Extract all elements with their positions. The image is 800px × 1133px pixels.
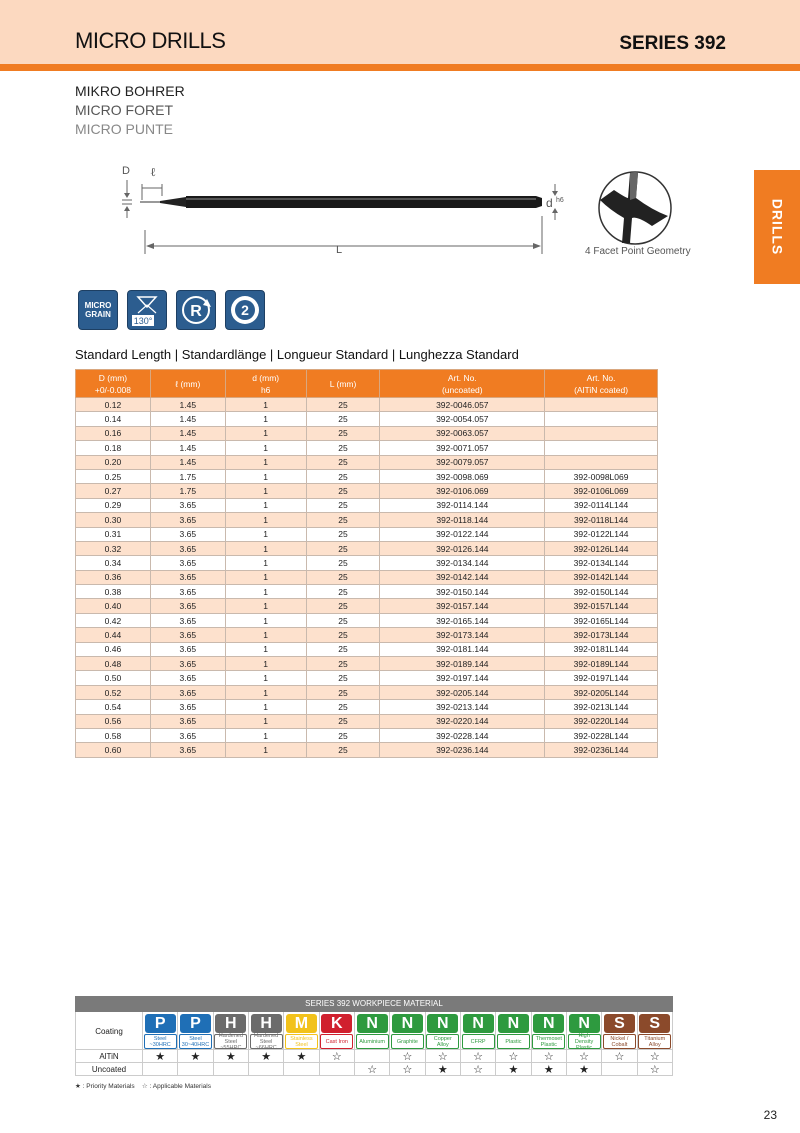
table-cell: 3.65 bbox=[150, 585, 225, 599]
table-cell: 1 bbox=[225, 642, 306, 656]
table-cell: 392-0114.144 bbox=[380, 498, 545, 512]
table-cell: 25 bbox=[306, 441, 380, 455]
table-cell: 392-0205.144 bbox=[380, 685, 545, 699]
table-cell: 392-0098.069 bbox=[380, 469, 545, 483]
table-cell: 1 bbox=[225, 570, 306, 584]
label-l: ℓ bbox=[150, 165, 156, 179]
table-cell: 392-0205L144 bbox=[545, 685, 658, 699]
table-cell: 0.31 bbox=[76, 527, 151, 541]
table-cell: 25 bbox=[306, 671, 380, 685]
table-cell: 3.65 bbox=[150, 642, 225, 656]
table-cell: 0.36 bbox=[76, 570, 151, 584]
applicable-star-icon: ☆ bbox=[638, 1050, 673, 1063]
table-cell: 25 bbox=[306, 455, 380, 469]
table-header-cell: D (mm) +0/-0.008 bbox=[76, 370, 151, 398]
table-cell: 1 bbox=[225, 613, 306, 627]
material-cell bbox=[602, 1012, 637, 1050]
table-cell: 1 bbox=[225, 556, 306, 570]
table-cell bbox=[545, 426, 658, 440]
feature-icons bbox=[78, 290, 265, 330]
table-cell: 1 bbox=[225, 700, 306, 714]
material-cell bbox=[638, 1012, 673, 1050]
table-cell: 392-0106.069 bbox=[380, 484, 545, 498]
table-cell: 392-0142L144 bbox=[545, 570, 658, 584]
label-d: d bbox=[546, 196, 553, 210]
table-cell: 392-0236L144 bbox=[545, 743, 658, 757]
table-cell: 0.48 bbox=[76, 657, 151, 671]
table-cell: 25 bbox=[306, 469, 380, 483]
table-row bbox=[76, 556, 658, 570]
table-cell: 392-0126.144 bbox=[380, 541, 545, 555]
material-cell bbox=[426, 1012, 461, 1050]
empty-cell bbox=[320, 1063, 355, 1076]
empty-cell bbox=[178, 1063, 213, 1076]
material-letter: N bbox=[463, 1014, 494, 1033]
table-cell bbox=[545, 441, 658, 455]
right-hand-cut-icon bbox=[176, 290, 216, 330]
table-row bbox=[76, 484, 658, 498]
material-name: Plastic bbox=[497, 1034, 530, 1049]
point-geometry-diagram bbox=[590, 170, 680, 246]
workpiece-title: SERIES 392 WORKPIECE MATERIAL bbox=[75, 996, 673, 1012]
material-cell bbox=[567, 1012, 602, 1050]
material-name: High Density Plastic bbox=[568, 1034, 601, 1049]
table-row bbox=[76, 613, 658, 627]
priority-star-icon: ★ bbox=[284, 1050, 319, 1063]
material-letter: H bbox=[251, 1014, 282, 1033]
applicable-star-icon: ☆ bbox=[567, 1050, 602, 1063]
material-letter: N bbox=[533, 1014, 564, 1033]
table-cell: 0.18 bbox=[76, 441, 151, 455]
table-cell: 1 bbox=[225, 657, 306, 671]
material-name: Titanium Alloy bbox=[638, 1034, 671, 1049]
material-letter: P bbox=[145, 1014, 176, 1033]
angle-label: 130° bbox=[133, 316, 153, 326]
table-cell: 25 bbox=[306, 642, 380, 656]
material-letter: N bbox=[569, 1014, 600, 1033]
table-cell: 392-0054.057 bbox=[380, 412, 545, 426]
table-cell bbox=[545, 412, 658, 426]
material-cell bbox=[249, 1012, 284, 1050]
table-row bbox=[76, 585, 658, 599]
table-cell: 3.65 bbox=[150, 657, 225, 671]
material-cell bbox=[284, 1012, 319, 1050]
table-cell: 25 bbox=[306, 628, 380, 642]
table-cell: 25 bbox=[306, 714, 380, 728]
table-row bbox=[76, 469, 658, 483]
material-letter: S bbox=[639, 1014, 670, 1033]
table-cell bbox=[545, 398, 658, 412]
table-header-cell: Art. No. (AlTiN coated) bbox=[545, 370, 658, 398]
table-row bbox=[76, 455, 658, 469]
page-number: 23 bbox=[763, 1108, 777, 1122]
table-row bbox=[76, 527, 658, 541]
table-cell: 0.14 bbox=[76, 412, 151, 426]
table-cell: 3.65 bbox=[150, 743, 225, 757]
table-cell: 392-0173L144 bbox=[545, 628, 658, 642]
table-cell: 392-0071.057 bbox=[380, 441, 545, 455]
table-cell: 0.29 bbox=[76, 498, 151, 512]
table-row bbox=[76, 628, 658, 642]
applicable-star-icon: ☆ bbox=[141, 1083, 148, 1090]
table-cell: 1.75 bbox=[150, 469, 225, 483]
legend bbox=[75, 1082, 211, 1090]
material-name: Nickel / Cobalt bbox=[603, 1034, 636, 1049]
material-name: CFRP bbox=[462, 1034, 495, 1049]
table-cell: 3.65 bbox=[150, 599, 225, 613]
table-cell: 25 bbox=[306, 685, 380, 699]
table-cell: 0.46 bbox=[76, 642, 151, 656]
table-cell: 3.65 bbox=[150, 498, 225, 512]
table-cell: 392-0118L144 bbox=[545, 513, 658, 527]
table-cell: 1.45 bbox=[150, 441, 225, 455]
material-cell bbox=[461, 1012, 496, 1050]
table-row bbox=[76, 441, 658, 455]
table-header-cell: ℓ (mm) bbox=[150, 370, 225, 398]
table-cell: 0.44 bbox=[76, 628, 151, 642]
table-cell: 25 bbox=[306, 657, 380, 671]
table-cell: 0.34 bbox=[76, 556, 151, 570]
material-cell bbox=[496, 1012, 531, 1050]
table-cell: 1 bbox=[225, 513, 306, 527]
table-cell: 0.60 bbox=[76, 743, 151, 757]
table-header-row bbox=[76, 370, 658, 398]
table-cell: 25 bbox=[306, 613, 380, 627]
table-cell: 1 bbox=[225, 541, 306, 555]
table-cell: 392-0157.144 bbox=[380, 599, 545, 613]
table-cell: 392-0098L069 bbox=[545, 469, 658, 483]
material-name: Hardened Steel ~55HRC bbox=[214, 1034, 247, 1049]
table-cell: 1 bbox=[225, 671, 306, 685]
page-title: MICRO DRILLS bbox=[75, 28, 226, 53]
table-cell: 392-0165L144 bbox=[545, 613, 658, 627]
table-cell: 392-0213.144 bbox=[380, 700, 545, 714]
table-cell: 392-0189L144 bbox=[545, 657, 658, 671]
table-cell: 392-0114L144 bbox=[545, 498, 658, 512]
material-letter: N bbox=[498, 1014, 529, 1033]
table-cell: 1 bbox=[225, 728, 306, 742]
material-cell bbox=[390, 1012, 425, 1050]
table-cell: 392-0228L144 bbox=[545, 728, 658, 742]
material-letter: N bbox=[392, 1014, 423, 1033]
table-cell: 0.32 bbox=[76, 541, 151, 555]
table-cell: 0.30 bbox=[76, 513, 151, 527]
table-cell: 25 bbox=[306, 513, 380, 527]
table-cell: 392-0157L144 bbox=[545, 599, 658, 613]
table-cell: 3.65 bbox=[150, 685, 225, 699]
material-name: Stainless Steel bbox=[285, 1034, 318, 1049]
material-name: Cast Iron bbox=[320, 1034, 353, 1049]
table-cell: 392-0106L069 bbox=[545, 484, 658, 498]
table-cell: 392-0079.057 bbox=[380, 455, 545, 469]
table-header-cell: d (mm) h6 bbox=[225, 370, 306, 398]
material-letter: N bbox=[427, 1014, 458, 1033]
priority-star-icon: ★ bbox=[178, 1050, 213, 1063]
two-flute-icon bbox=[225, 290, 265, 330]
table-row bbox=[76, 570, 658, 584]
table-cell: 392-0189.144 bbox=[380, 657, 545, 671]
applicable-text: : Applicable Materials bbox=[149, 1083, 211, 1090]
table-cell: 0.27 bbox=[76, 484, 151, 498]
priority-star-icon: ★ bbox=[426, 1063, 461, 1076]
table-cell: 392-0122.144 bbox=[380, 527, 545, 541]
point-angle-icon bbox=[127, 290, 167, 330]
table-cell: 25 bbox=[306, 700, 380, 714]
table-body bbox=[76, 398, 658, 758]
material-letter: N bbox=[357, 1014, 388, 1033]
table-cell: 25 bbox=[306, 412, 380, 426]
subtitles bbox=[75, 82, 185, 139]
table-row bbox=[76, 541, 658, 555]
material-name: Steel 30~40HRC bbox=[179, 1034, 212, 1049]
material-cell bbox=[178, 1012, 213, 1050]
table-cell: 0.50 bbox=[76, 671, 151, 685]
table-cell bbox=[545, 455, 658, 469]
empty-cell bbox=[143, 1063, 178, 1076]
table-cell: 392-0181L144 bbox=[545, 642, 658, 656]
section-title: Standard Length | Standardlänge | Longueur Standard | Lunghezza Standard bbox=[75, 347, 519, 362]
material-letter: H bbox=[215, 1014, 246, 1033]
empty-cell bbox=[602, 1063, 637, 1076]
table-cell: 1 bbox=[225, 441, 306, 455]
workpiece-material-table bbox=[75, 996, 673, 1076]
table-cell: 392-0173.144 bbox=[380, 628, 545, 642]
table-row bbox=[76, 513, 658, 527]
material-name: Steel ~30HRC bbox=[144, 1034, 177, 1049]
table-cell: 1 bbox=[225, 628, 306, 642]
point-geometry-caption: 4 Facet Point Geometry bbox=[585, 246, 691, 257]
table-cell: 3.65 bbox=[150, 728, 225, 742]
table-header-cell: L (mm) bbox=[306, 370, 380, 398]
subtitle-french: MICRO FORET bbox=[75, 102, 173, 118]
priority-star-icon: ★ bbox=[567, 1063, 602, 1076]
table-cell: 1 bbox=[225, 484, 306, 498]
table-cell: 25 bbox=[306, 398, 380, 412]
applicable-star-icon: ☆ bbox=[390, 1063, 425, 1076]
table-cell: 1 bbox=[225, 743, 306, 757]
material-cell bbox=[214, 1012, 249, 1050]
table-cell: 392-0150L144 bbox=[545, 585, 658, 599]
material-letter: P bbox=[180, 1014, 211, 1033]
table-cell: 0.52 bbox=[76, 685, 151, 699]
table-cell: 25 bbox=[306, 570, 380, 584]
table-cell: 3.65 bbox=[150, 513, 225, 527]
table-cell: 392-0213L144 bbox=[545, 700, 658, 714]
applicable-star-icon: ☆ bbox=[602, 1050, 637, 1063]
table-cell: 25 bbox=[306, 556, 380, 570]
table-cell: 3.65 bbox=[150, 700, 225, 714]
row-label-uncoated: Uncoated bbox=[75, 1063, 143, 1076]
table-cell: 1 bbox=[225, 527, 306, 541]
table-cell: 3.65 bbox=[150, 714, 225, 728]
material-cell bbox=[532, 1012, 567, 1050]
table-cell: 3.65 bbox=[150, 671, 225, 685]
table-cell: 1 bbox=[225, 412, 306, 426]
table-cell: 1 bbox=[225, 685, 306, 699]
side-tab-label: DRILLS bbox=[769, 198, 785, 256]
subtitle-italian: MICRO PUNTE bbox=[75, 121, 173, 137]
material-name: Hardened Steel ~66HRC bbox=[250, 1034, 283, 1049]
table-cell: 392-0181.144 bbox=[380, 642, 545, 656]
table-cell: 25 bbox=[306, 498, 380, 512]
table-cell: 1 bbox=[225, 714, 306, 728]
drill-diagram bbox=[110, 160, 580, 260]
r-letter: R bbox=[190, 303, 202, 320]
table-cell: 1.45 bbox=[150, 412, 225, 426]
table-cell: 1.75 bbox=[150, 484, 225, 498]
priority-star-icon: ★ bbox=[214, 1050, 249, 1063]
header-accent-bar bbox=[0, 64, 800, 71]
table-cell: 392-0122L144 bbox=[545, 527, 658, 541]
table-cell: 0.58 bbox=[76, 728, 151, 742]
table-cell: 392-0134.144 bbox=[380, 556, 545, 570]
subtitle-german: MIKRO BOHRER bbox=[75, 83, 185, 99]
table-row bbox=[76, 398, 658, 412]
applicable-star-icon: ☆ bbox=[532, 1050, 567, 1063]
table-cell: 1 bbox=[225, 455, 306, 469]
series-label: SERIES 392 bbox=[619, 33, 726, 54]
table-cell: 392-0142.144 bbox=[380, 570, 545, 584]
material-cell bbox=[320, 1012, 355, 1050]
applicable-star-icon: ☆ bbox=[496, 1050, 531, 1063]
applicable-star-icon: ☆ bbox=[426, 1050, 461, 1063]
priority-star-icon: ★ bbox=[249, 1050, 284, 1063]
table-cell: 1 bbox=[225, 426, 306, 440]
priority-star-icon: ★ bbox=[75, 1083, 81, 1090]
table-cell: 25 bbox=[306, 743, 380, 757]
table-row bbox=[76, 412, 658, 426]
table-cell: 0.25 bbox=[76, 469, 151, 483]
material-letter: K bbox=[321, 1014, 352, 1033]
table-cell: 392-0220.144 bbox=[380, 714, 545, 728]
label-L: L bbox=[336, 244, 343, 256]
table-cell: 0.42 bbox=[76, 613, 151, 627]
material-name: Copper Alloy bbox=[426, 1034, 459, 1049]
applicable-star-icon: ☆ bbox=[320, 1050, 355, 1063]
table-cell: 0.20 bbox=[76, 455, 151, 469]
table-row bbox=[76, 685, 658, 699]
table-cell: 392-0150.144 bbox=[380, 585, 545, 599]
table-cell: 392-0126L144 bbox=[545, 541, 658, 555]
table-cell: 25 bbox=[306, 527, 380, 541]
table-cell: 0.56 bbox=[76, 714, 151, 728]
label-h6: h6 bbox=[556, 197, 564, 204]
empty-cell bbox=[284, 1063, 319, 1076]
material-cell bbox=[143, 1012, 178, 1050]
table-row bbox=[76, 743, 658, 757]
table-row bbox=[76, 599, 658, 613]
table-row bbox=[76, 671, 658, 685]
table-cell: 0.12 bbox=[76, 398, 151, 412]
material-cell bbox=[355, 1012, 390, 1050]
applicable-star-icon: ☆ bbox=[355, 1063, 390, 1076]
coating-label: Coating bbox=[75, 1012, 143, 1050]
table-row bbox=[76, 657, 658, 671]
table-cell: 1 bbox=[225, 585, 306, 599]
table-cell: 3.65 bbox=[150, 628, 225, 642]
table-cell: 0.54 bbox=[76, 700, 151, 714]
table-cell: 25 bbox=[306, 426, 380, 440]
applicable-star-icon: ☆ bbox=[638, 1063, 673, 1076]
table-cell: 0.40 bbox=[76, 599, 151, 613]
table-cell: 392-0197.144 bbox=[380, 671, 545, 685]
table-cell: 0.38 bbox=[76, 585, 151, 599]
table-cell: 392-0134L144 bbox=[545, 556, 658, 570]
material-name: Graphite bbox=[391, 1034, 424, 1049]
table-row bbox=[76, 426, 658, 440]
table-cell: 1.45 bbox=[150, 398, 225, 412]
table-cell: 392-0236.144 bbox=[380, 743, 545, 757]
micro-grain-icon: MICRO GRAIN bbox=[78, 290, 118, 330]
table-cell: 25 bbox=[306, 599, 380, 613]
table-cell: 25 bbox=[306, 585, 380, 599]
table-cell: 25 bbox=[306, 728, 380, 742]
spec-table bbox=[75, 369, 658, 758]
table-cell: 25 bbox=[306, 541, 380, 555]
table-cell: 0.16 bbox=[76, 426, 151, 440]
table-cell: 392-0118.144 bbox=[380, 513, 545, 527]
table-row bbox=[76, 728, 658, 742]
table-cell: 3.65 bbox=[150, 527, 225, 541]
table-cell: 1.45 bbox=[150, 455, 225, 469]
table-cell: 392-0063.057 bbox=[380, 426, 545, 440]
material-name: Thermoset Plastic bbox=[532, 1034, 565, 1049]
table-cell: 1 bbox=[225, 599, 306, 613]
empty-cell bbox=[214, 1063, 249, 1076]
priority-star-icon: ★ bbox=[496, 1063, 531, 1076]
table-row bbox=[76, 714, 658, 728]
applicable-star-icon: ☆ bbox=[461, 1063, 496, 1076]
priority-star-icon: ★ bbox=[143, 1050, 178, 1063]
priority-star-icon: ★ bbox=[532, 1063, 567, 1076]
table-row bbox=[76, 642, 658, 656]
flutes-number: 2 bbox=[241, 302, 249, 318]
table-cell: 392-0046.057 bbox=[380, 398, 545, 412]
applicable-star-icon: ☆ bbox=[390, 1050, 425, 1063]
row-label-altin: AlTiN bbox=[75, 1050, 143, 1063]
table-cell: 392-0220L144 bbox=[545, 714, 658, 728]
table-cell: 3.65 bbox=[150, 570, 225, 584]
material-name: Aluminium bbox=[356, 1034, 389, 1049]
label-D: D bbox=[122, 165, 130, 177]
side-tab-drills[interactable] bbox=[754, 170, 800, 284]
table-cell: 3.65 bbox=[150, 613, 225, 627]
workpiece-grid bbox=[75, 1012, 673, 1076]
table-cell: 1 bbox=[225, 469, 306, 483]
table-cell: 392-0197L144 bbox=[545, 671, 658, 685]
empty-cell bbox=[355, 1050, 390, 1063]
table-cell: 3.65 bbox=[150, 541, 225, 555]
table-cell: 3.65 bbox=[150, 556, 225, 570]
table-cell: 392-0165.144 bbox=[380, 613, 545, 627]
table-header-cell: Art. No. (uncoated) bbox=[380, 370, 545, 398]
table-cell: 25 bbox=[306, 484, 380, 498]
table-row bbox=[76, 700, 658, 714]
empty-cell bbox=[249, 1063, 284, 1076]
applicable-star-icon: ☆ bbox=[461, 1050, 496, 1063]
priority-text: : Priority Materials bbox=[82, 1083, 135, 1090]
material-letter: S bbox=[604, 1014, 635, 1033]
table-cell: 1.45 bbox=[150, 426, 225, 440]
table-cell: 1 bbox=[225, 498, 306, 512]
table-cell: 1 bbox=[225, 398, 306, 412]
material-letter: M bbox=[286, 1014, 317, 1033]
table-row bbox=[76, 498, 658, 512]
table-cell: 392-0228.144 bbox=[380, 728, 545, 742]
